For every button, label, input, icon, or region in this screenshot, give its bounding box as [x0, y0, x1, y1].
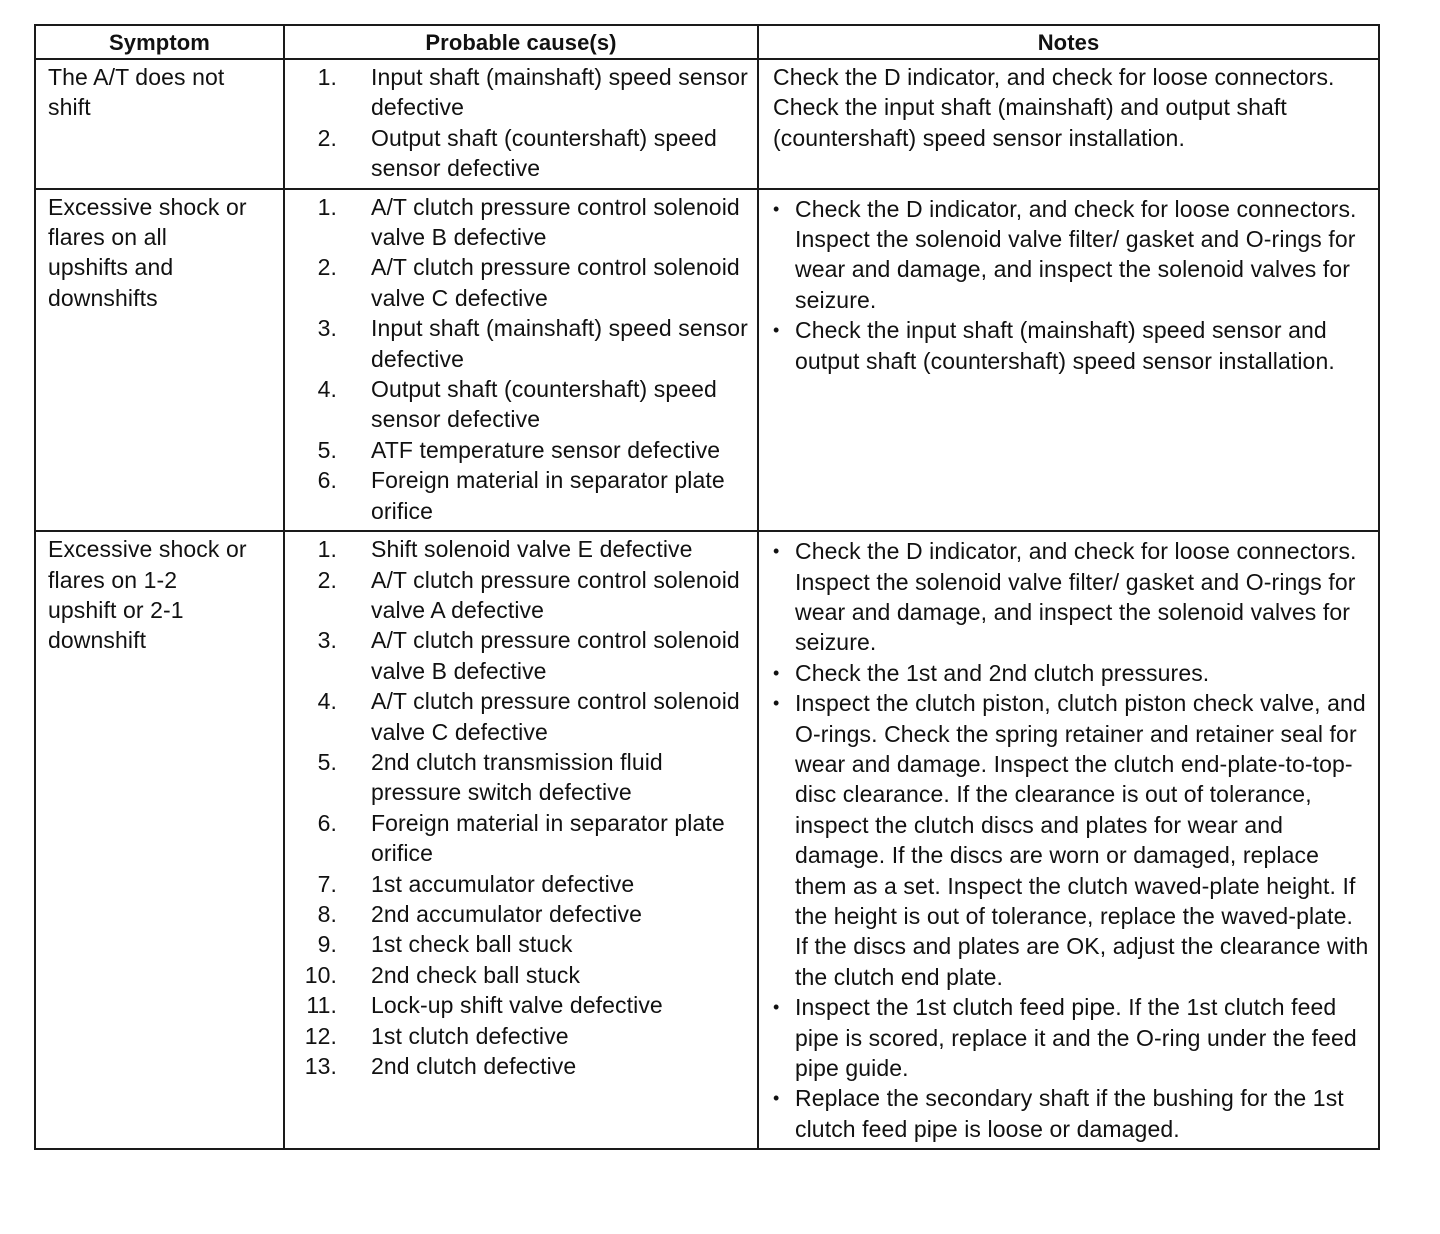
cause-number: 6.	[317, 467, 337, 494]
cause-text: A/T clutch pressure control solenoid valve C defective	[371, 254, 740, 311]
note-item	[773, 992, 1372, 1083]
note-item	[773, 658, 1372, 688]
note-item	[773, 688, 1372, 992]
cause-text: 2nd clutch transmission fluid pressure switch defective	[371, 748, 663, 806]
cause-item	[285, 252, 753, 313]
cause-number: 2.	[317, 124, 337, 151]
cause-number: 1.	[317, 536, 337, 563]
cause-cell	[284, 59, 758, 189]
note-text: Check the 1st and 2nd clutch pressures.	[795, 659, 1210, 686]
cause-number: 4.	[317, 376, 337, 403]
cause-number: 3.	[317, 627, 337, 654]
cause-item	[285, 899, 753, 929]
cause-text: Foreign material in separator plate orifice	[371, 467, 725, 524]
note-list	[759, 532, 1378, 1148]
cause-number: 4.	[317, 688, 337, 715]
cause-number: 1.	[317, 193, 337, 220]
cause-text: 2nd clutch defective	[371, 1053, 577, 1079]
cause-number: 13.	[304, 1053, 337, 1079]
cause-item	[285, 565, 753, 626]
cause-text: 1st check ball stuck	[371, 931, 573, 958]
cause-text: 1st clutch defective	[371, 1022, 569, 1049]
cause-item	[285, 62, 753, 123]
bullet-icon: •	[773, 1088, 780, 1109]
note-text: Replace the secondary shaft if the bushing for the 1st clutch feed pipe is loose or damaged.	[795, 1085, 1344, 1142]
cause-item	[285, 313, 753, 374]
note-text: Inspect the clutch piston, clutch piston check valve, and O-rings. Check the spring retainer and retainer seal for wear and damage. Inspect the clutch end-plate-to-top-disc clearance. If the clearance is out of tolerance, inspect the clutch discs and plates for wear and damage. If the discs are worn or damaged, replace them as a set. Inspect the clutch waved-plate height. If the height is out of tolerance, replace the waved-plate. If the discs and plates are OK, adjust the clearance with the clutch end plate.	[795, 690, 1369, 990]
cause-number: 5.	[317, 436, 337, 463]
bullet-icon: •	[773, 198, 780, 219]
cause-number: 12.	[304, 1022, 337, 1049]
cause-item	[285, 123, 753, 184]
table-row	[35, 531, 1379, 1149]
cause-item	[285, 192, 753, 253]
cause-number: 7.	[317, 870, 337, 897]
cause-number: 10.	[304, 961, 337, 988]
note-item	[773, 315, 1372, 376]
symptom-header: Symptom	[35, 25, 284, 59]
cause-list	[285, 190, 757, 530]
symptom-cell	[35, 189, 284, 531]
bullet-icon: •	[773, 541, 780, 562]
notes-cell	[758, 59, 1379, 189]
note-text: Inspect the 1st clutch feed pipe. If the 1st clutch feed pipe is scored, replace it and the O-ring under the feed pipe guide.	[795, 994, 1357, 1081]
cause-item	[285, 1021, 753, 1051]
table-row	[35, 59, 1379, 189]
cause-item	[285, 869, 753, 899]
cause-text: Foreign material in separator plate orifice	[371, 809, 725, 867]
troubleshooting-sheet	[34, 24, 1378, 1150]
cause-item	[285, 534, 753, 564]
troubleshooting-table	[34, 24, 1380, 1150]
notes-cell	[758, 189, 1379, 531]
symptom-cell	[35, 59, 284, 189]
note-text: Check the D indicator, and check for loose connectors. Inspect the solenoid valve filter/ gasket and O-rings for wear and damage, and inspect the solenoid valves for seizure.	[795, 538, 1357, 656]
note-list	[759, 190, 1378, 380]
cause-text: 2nd accumulator defective	[371, 900, 642, 927]
note-item	[773, 194, 1372, 316]
symptom-cell	[35, 531, 284, 1149]
notes-cell	[758, 531, 1379, 1149]
cause-item	[285, 990, 753, 1020]
cause-number: 8.	[317, 900, 337, 927]
note-text: Check the D indicator, and check for loose connectors. Check the input shaft (mainshaft) and output shaft (countershaft) speed sensor installation.	[773, 64, 1335, 151]
cause-number: 6.	[317, 809, 337, 836]
cause-number: 2.	[317, 566, 337, 593]
cause-text: Output shaft (countershaft) speed sensor defective	[371, 124, 717, 182]
cause-item	[285, 747, 753, 808]
cause-text: A/T clutch pressure control solenoid valve B defective	[371, 193, 740, 251]
symptom-text: The A/T does not shift	[48, 64, 225, 121]
notes-header: Notes	[758, 25, 1379, 59]
symptom-text: Excessive shock or flares on 1-2 upshift or 2-1 downshift	[48, 536, 247, 654]
header-row	[35, 25, 1379, 59]
cause-text: A/T clutch pressure control solenoid valve C defective	[371, 688, 740, 745]
cause-text: Lock-up shift valve defective	[371, 992, 663, 1019]
note-item	[773, 1083, 1372, 1144]
bullet-icon: •	[773, 997, 780, 1018]
cause-text: A/T clutch pressure control solenoid valve B defective	[371, 627, 740, 684]
note-item	[773, 536, 1372, 658]
cause-number: 5.	[317, 748, 337, 775]
cause-text: Input shaft (mainshaft) speed sensor defective	[371, 64, 748, 121]
cause-number: 2.	[317, 254, 337, 281]
bullet-icon: •	[773, 320, 780, 341]
table-row	[35, 189, 1379, 531]
cause-cell	[284, 531, 758, 1149]
cause-item	[285, 465, 753, 526]
cause-item	[285, 1051, 753, 1081]
bullet-icon: •	[773, 662, 780, 683]
cause-item	[285, 808, 753, 869]
cause-number: 1.	[317, 64, 337, 90]
cause-number: 9.	[317, 931, 337, 958]
cause-text: 2nd check ball stuck	[371, 961, 581, 988]
note-text: Check the D indicator, and check for loose connectors. Inspect the solenoid valve filter/ gasket and O-rings for wear and damage, and inspect the solenoid valves for seizure.	[795, 195, 1357, 313]
cause-item	[285, 960, 753, 990]
cause-list	[285, 532, 757, 1085]
cause-item	[285, 625, 753, 686]
probable-cause-header: Probable cause(s)	[284, 25, 758, 59]
cause-text: ATF temperature sensor defective	[371, 436, 721, 463]
cause-number: 3.	[317, 315, 337, 342]
cause-number: 11.	[306, 992, 337, 1019]
cause-item	[285, 435, 753, 465]
cause-text: Shift solenoid valve E defective	[371, 536, 693, 563]
cause-text: 1st accumulator defective	[371, 870, 635, 897]
symptom-text: Excessive shock or flares on all upshifts and downshifts	[48, 193, 247, 311]
cause-text: Input shaft (mainshaft) speed sensor defective	[371, 315, 748, 372]
cause-item	[285, 374, 753, 435]
cause-item	[285, 929, 753, 959]
cause-text: Output shaft (countershaft) speed sensor defective	[371, 376, 717, 433]
cause-list	[285, 60, 757, 188]
cause-cell	[284, 189, 758, 531]
cause-item	[285, 686, 753, 747]
note-text: Check the input shaft (mainshaft) speed sensor and output shaft (countershaft) speed sensor installation.	[795, 317, 1335, 374]
bullet-icon: •	[773, 693, 780, 714]
cause-text: A/T clutch pressure control solenoid valve A defective	[371, 566, 740, 623]
